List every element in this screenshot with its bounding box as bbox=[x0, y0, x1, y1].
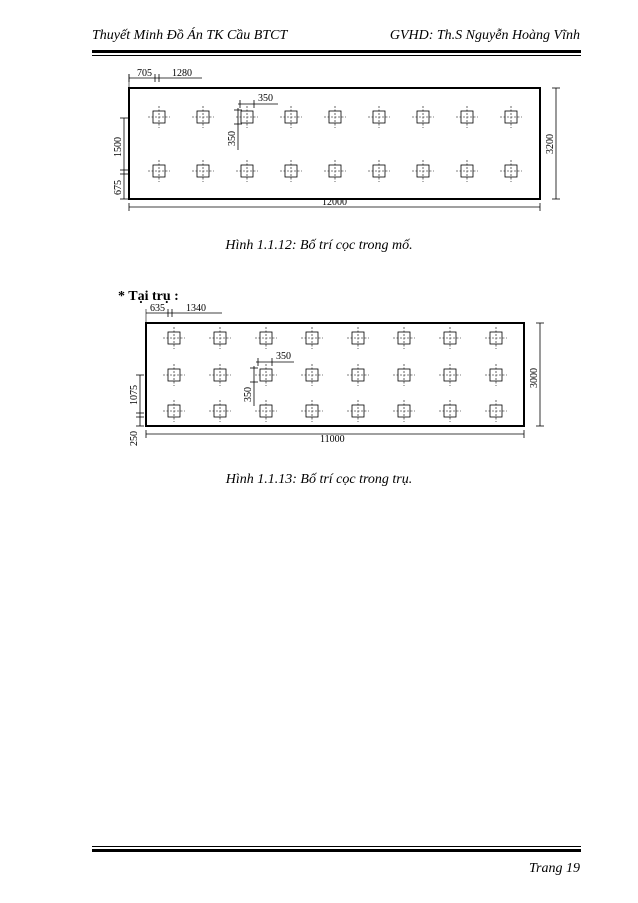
pier-pile bbox=[485, 364, 507, 386]
pier-pile bbox=[255, 400, 277, 422]
dim-pier-pile-w: 350 bbox=[276, 351, 291, 362]
abutment-pile bbox=[456, 106, 478, 128]
pier-pile bbox=[301, 400, 323, 422]
abutment-pile bbox=[368, 160, 390, 182]
pier-pile bbox=[347, 327, 369, 349]
footer-rule bbox=[92, 849, 581, 852]
figure-abutment-pile-plan bbox=[113, 68, 560, 211]
figure-pier-pile-plan bbox=[129, 303, 544, 446]
pier-pile bbox=[209, 327, 231, 349]
abutment-pile bbox=[148, 106, 170, 128]
abutment-pile bbox=[192, 106, 214, 128]
abutment-pile bbox=[148, 160, 170, 182]
pier-pile bbox=[301, 364, 323, 386]
pier-pile bbox=[209, 400, 231, 422]
header-title: Thuyết Minh Đồ Án TK Cầu BTCT bbox=[92, 28, 288, 43]
pier-pile bbox=[485, 400, 507, 422]
pier-pile bbox=[347, 364, 369, 386]
dim-pier-spacing: 1340 bbox=[186, 303, 206, 314]
abutment-pile bbox=[236, 106, 258, 128]
abutment-pile bbox=[500, 106, 522, 128]
dim-abutment-spacing: 1280 bbox=[172, 68, 192, 79]
dim-abutment-pile-h: 350 bbox=[227, 131, 238, 146]
pier-pile bbox=[393, 327, 415, 349]
dim-abutment-edge: 705 bbox=[137, 68, 152, 79]
page-number: Trang 19 bbox=[529, 861, 580, 876]
pier-piles bbox=[163, 327, 507, 422]
pier-pile bbox=[163, 327, 185, 349]
dim-abutment-height: 3200 bbox=[545, 134, 556, 154]
dim-abutment-row-gap: 1500 bbox=[113, 137, 124, 157]
pier-pile bbox=[393, 400, 415, 422]
abutment-pile bbox=[236, 160, 258, 182]
figure1-caption: Hình 1.1.12: Bố trí cọc trong mố. bbox=[225, 238, 413, 253]
dim-abutment-pile-w: 350 bbox=[258, 93, 273, 104]
pier-pile bbox=[485, 327, 507, 349]
pier-pile bbox=[255, 327, 277, 349]
dim-pier-pile-h: 350 bbox=[243, 387, 254, 402]
footer-rule-thin bbox=[92, 846, 581, 847]
dim-pier-width: 11000 bbox=[320, 434, 345, 445]
abutment-piles bbox=[148, 106, 522, 182]
header-supervisor: GVHD: Th.S Nguyễn Hoàng Vĩnh bbox=[389, 28, 580, 43]
dim-pier-edge: 635 bbox=[150, 303, 165, 314]
abutment-pile bbox=[412, 106, 434, 128]
pier-footing-outline bbox=[146, 323, 524, 426]
abutment-footing-outline bbox=[129, 88, 540, 199]
pier-pile bbox=[439, 364, 461, 386]
abutment-pile bbox=[324, 160, 346, 182]
dim-pier-height: 3000 bbox=[529, 368, 540, 388]
pier-pile bbox=[301, 327, 323, 349]
section-title-pier: * Tại trụ : bbox=[118, 289, 179, 304]
abutment-pile bbox=[280, 106, 302, 128]
figure2-caption: Hình 1.1.13: Bố trí cọc trong trụ. bbox=[225, 472, 413, 487]
abutment-pile bbox=[456, 160, 478, 182]
abutment-pile bbox=[500, 160, 522, 182]
pier-pile bbox=[347, 400, 369, 422]
dim-pier-bottom-edge: 250 bbox=[129, 431, 140, 446]
dim-abutment-bottom-edge: 675 bbox=[113, 180, 124, 195]
pier-pile bbox=[393, 364, 415, 386]
abutment-pile bbox=[192, 160, 214, 182]
abutment-pile bbox=[412, 160, 434, 182]
pier-pile bbox=[163, 400, 185, 422]
pier-pile bbox=[439, 327, 461, 349]
pier-pile bbox=[255, 364, 277, 386]
dim-pier-row-gap: 1075 bbox=[129, 385, 140, 405]
pier-pile bbox=[163, 364, 185, 386]
abutment-pile bbox=[368, 106, 390, 128]
pier-pile bbox=[209, 364, 231, 386]
abutment-pile bbox=[280, 160, 302, 182]
abutment-pile bbox=[324, 106, 346, 128]
pier-pile bbox=[439, 400, 461, 422]
dim-abutment-width: 12000 bbox=[322, 197, 347, 208]
